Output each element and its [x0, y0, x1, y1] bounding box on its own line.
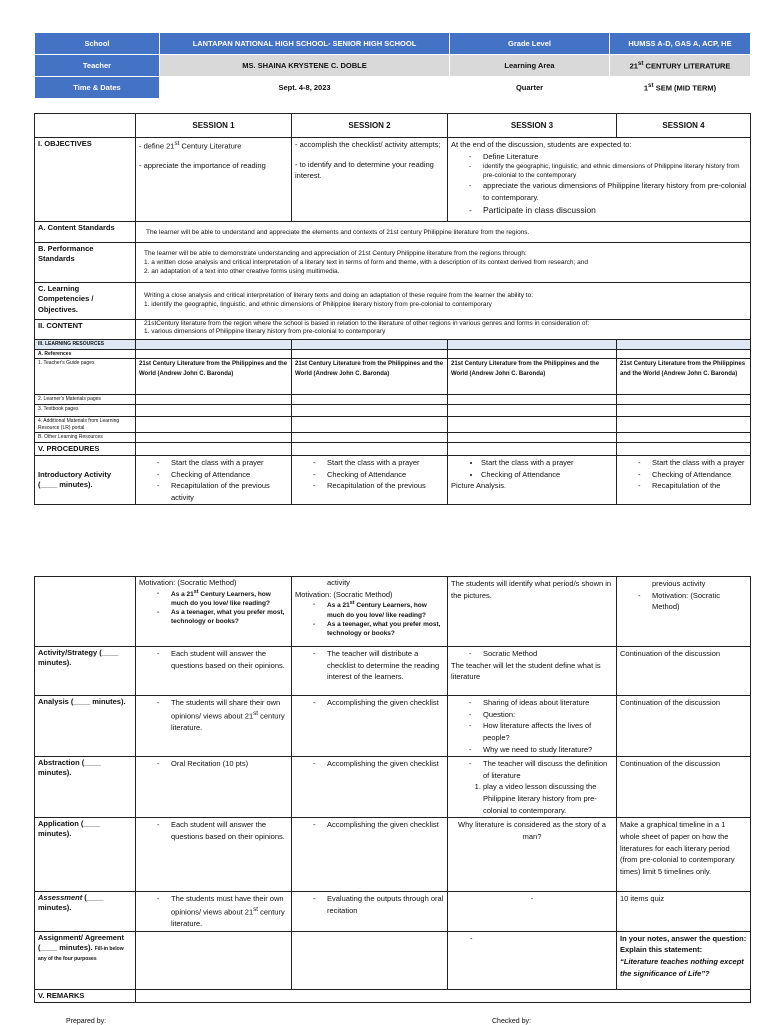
assessment-s3: - — [448, 892, 617, 931]
intro-item: • Start the class with a prayer — [481, 457, 613, 469]
cont-s2 — [292, 577, 448, 647]
application-label: Application (____ minutes). — [35, 818, 136, 892]
tg-s4: 21st Century Literature from the Philippines and the World (Andrew John C. Baronda) — [617, 359, 751, 395]
intro-item: - Checking of Attendance — [139, 469, 288, 481]
obj-s3-item: - Define Literature — [451, 151, 747, 163]
session-4-header: SESSION 4 — [617, 114, 751, 138]
activity-s1-item: - Each student will answer the questions based on their opinions. — [139, 648, 288, 671]
obj-s3-item: - appreciate the various dimensions of Philippine literary history from pre-colonial to contemporary. — [451, 180, 747, 203]
cont-s2-head: activity — [327, 578, 350, 587]
quarter-value: 1st SEM (MID TERM) — [610, 77, 751, 99]
activity-s3-item: - Socratic Method — [451, 648, 613, 660]
session-2-header: SESSION 2 — [292, 114, 448, 138]
tg-s2: 21st Century Literature from the Philippines and the World (Andrew John C. Baronda) — [292, 359, 448, 395]
procedures-label: V. PROCEDURES — [35, 442, 136, 455]
activity-s2-item: - The teacher will distribute a checklist to determine the reading interest of the learners. — [295, 648, 444, 683]
assignment-s2 — [292, 931, 448, 989]
performance-text: The learner will be able to demonstrate understanding and appreciation of 21st Century Philippine literature from the regions through: — [144, 250, 527, 257]
competencies-label: C. Learning Competencies / Objectives. — [35, 283, 136, 320]
activity-s1 — [136, 647, 292, 696]
other-resources-label: B. Other Learning Resources — [35, 433, 136, 443]
analysis-s1 — [136, 696, 292, 757]
abstraction-s4: Continuation of the discussion — [617, 757, 751, 818]
intro-item: - Recapitulation of the — [620, 480, 747, 492]
intro-s4 — [617, 455, 751, 505]
analysis-s1-item: - The students will share their own opinions/ views about 21st century literature. — [139, 697, 288, 733]
cont-s2-title: Motivation: (Socratic Method) — [295, 589, 393, 599]
analysis-s2-item: - Accomplishing the given checklist — [295, 697, 444, 709]
corner-cell — [35, 114, 136, 138]
content-item: 1. various dimensions of Philippine literary history from pre-colonial to contemporary — [144, 328, 386, 336]
abstraction-s1 — [136, 757, 292, 818]
content-label: II. CONTENT — [35, 320, 136, 340]
cont-s1-item: - As a teenager, what you prefer most, technology or books? — [139, 608, 288, 626]
intro-item: - Checking of Attendance — [295, 469, 444, 481]
obj-s3-item: - Participate in class discussion — [451, 204, 747, 217]
cont-s2-item: - As a 21st Century Learners, how much do you love/ like reading? — [295, 600, 444, 619]
application-s2 — [292, 818, 448, 892]
content-intro: 21stCentury literature from the region where the school is based in relation to the literature of other regions in various genres and forms in consideration of: — [144, 320, 590, 328]
intro-s3 — [448, 455, 617, 505]
performance-standards-text — [136, 243, 751, 283]
competencies-intro: Writing a close analysis and critical interpretation of literary texts and doing an adaptation of these require from the learner the ability to: — [144, 292, 534, 300]
intro-item: - Checking of Attendance — [620, 469, 747, 481]
application-s1 — [136, 818, 292, 892]
time-label: Time & Dates — [35, 77, 160, 99]
assessment-label — [35, 892, 136, 931]
content-standards-text: The learner will be able to understand and appreciate the elements and contexts of 21st century Philippine literature from the regions. — [136, 222, 751, 243]
assignment-label — [35, 931, 136, 989]
objectives-label: I. OBJECTIVES — [35, 138, 136, 222]
assignment-s1 — [136, 931, 292, 989]
assessment-s2 — [292, 892, 448, 931]
assessment-s4: 10 items quiz — [617, 892, 751, 931]
quarter-label: Quarter — [450, 77, 610, 99]
assessment-label-text: Assessment — [38, 893, 83, 903]
school-value: LANTAPAN NATIONAL HIGH SCHOOL- SENIOR HIGH SCHOOL — [160, 33, 450, 55]
assignment-s4-c: “Literature teaches nothing except the significance of Life”? — [620, 956, 744, 978]
application-s1-item: - Each student will answer the questions based on their opinions. — [139, 819, 288, 842]
tg-s1: 21st Century Literature from the Philippines and the World (Andrew John C. Baronda) — [136, 359, 292, 395]
obj-s3-intro: At the end of the discussion, students are expected to: — [451, 140, 632, 149]
analysis-s3-item: - Why we need to study literature? — [451, 744, 613, 756]
analysis-s3-item: - Sharing of ideas about literature — [451, 697, 613, 709]
intro-item: - Recapitulation of the previous activity — [139, 480, 288, 503]
intro-item: - Start the class with a prayer — [295, 457, 444, 469]
lr-label: 4. Additional Materials from Learning Resource (LR) portal — [35, 417, 136, 433]
content-text — [136, 320, 751, 340]
cont-s1 — [136, 577, 292, 647]
school-label: School — [35, 33, 160, 55]
objectives-s1 — [136, 138, 292, 222]
tg-label: 1. Teacher's Guide pages — [35, 359, 136, 395]
objectives-s3 — [448, 138, 751, 222]
prepared-by: Prepared by: — [66, 1018, 107, 1025]
cont-s2-item: - As a teenager, what you prefer most, technology or books? — [295, 620, 444, 638]
abstraction-s1-item: - Oral Recitation (10 pts) — [139, 758, 288, 770]
cont-s3: The students will identify what period/s shown in the pictures. — [448, 577, 617, 647]
assignment-s3: - — [448, 931, 617, 989]
performance-item: 2. an adaptation of a text into other creative forms using multimedia. — [144, 268, 340, 276]
analysis-s4: Continuation of the discussion — [617, 696, 751, 757]
analysis-s3 — [448, 696, 617, 757]
cont-s4-item: - Motivation: (Socratic Method) — [620, 590, 747, 613]
assignment-label-text: Assignment/ Agreement (____ minutes). — [38, 932, 124, 952]
competencies-text — [136, 283, 751, 320]
analysis-s3-item: - Question: — [451, 709, 613, 721]
session-1-header: SESSION 1 — [136, 114, 292, 138]
competencies-item: 1. identify the geographic, linguistic, and ethnic dimensions of Philippine literary history from pre-colonial to contemporary — [144, 301, 492, 309]
performance-item: 1. a written close analysis and critical interpretation of a literary text in terms of form and theme, with a description of its context derived from research; and — [144, 259, 589, 267]
abstraction-s3-item: - The teacher will discuss the definition of literature — [451, 758, 613, 781]
intro-s3-tail: Picture Analysis. — [451, 481, 507, 491]
assignment-s4 — [617, 931, 751, 989]
abstraction-s2 — [292, 757, 448, 818]
remarks-label: V. REMARKS — [35, 989, 136, 1002]
obj-s3-item: - identify the geographic, linguistic, and ethnic dimensions of Philippine literary history from pre-colonial to the contemporary — [451, 162, 747, 180]
lesson-table-page2 — [34, 576, 751, 1003]
time-value: Sept. 4-8, 2023 — [160, 77, 450, 99]
obj-s2-line2: - to identify and to determine your reading interest. — [295, 159, 434, 181]
intro-item: - Start the class with a prayer — [620, 457, 747, 469]
application-s4: Make a graphical timeline in a 1 whole sheet of paper on how the literatures for each literary period (from pre-colonial to contemporary times) limit 5 timelines only. — [617, 818, 751, 892]
obj-s1-line2: - appreciate the importance of reading — [139, 161, 266, 171]
session-3-header: SESSION 3 — [448, 114, 617, 138]
cont-s4-head: previous activity — [652, 579, 706, 588]
remarks-value — [136, 989, 751, 1002]
intro-activity-label: Introductory Activity (____ minutes). — [35, 455, 136, 505]
intro-item: - Recapitulation of the previous — [295, 480, 444, 492]
activity-s3-text: The teacher will let the student define what is literature — [451, 660, 601, 682]
intro-item: - Start the class with a prayer — [139, 457, 288, 469]
analysis-s2 — [292, 696, 448, 757]
application-s3: Why literature is considered as the story of a man? — [448, 818, 617, 892]
analysis-label: Analysis (____ minutes). — [35, 696, 136, 757]
assignment-s4-a: In your notes, answer the question: — [620, 933, 747, 943]
cont-s1-title: Motivation: (Socratic Method) — [139, 578, 237, 587]
abstraction-label: Abstraction (____ minutes). — [35, 757, 136, 818]
cont-s1-item: - As a 21st Century Learners, how much do you love/ like reading? — [139, 589, 288, 608]
checked-by: Checked by: — [492, 1018, 531, 1025]
abstraction-s3-num: 1. play a video lesson discussing the Philippine literary history from pre-colonial to contemporary. — [483, 781, 613, 816]
activity-s2 — [292, 647, 448, 696]
resources-label: III. LEARNING RESOURCES — [35, 340, 136, 350]
assignment-s4-b: Explain this statement: — [620, 945, 703, 955]
intro-s1 — [136, 455, 292, 505]
references-label: A. References — [35, 349, 136, 359]
activity-s3 — [448, 647, 617, 696]
activity-s4: Continuation of the discussion — [617, 647, 751, 696]
assessment-s1-item: - The students must have their own opinions/ views about 21st century literature. — [139, 893, 288, 929]
abstraction-s3 — [448, 757, 617, 818]
assessment-s1 — [136, 892, 292, 931]
grade-value: HUMSS A-D, GAS A, ACP, HE — [610, 33, 751, 55]
assignment-note: Fill-in below any of the four purposes — [38, 945, 124, 962]
lm-label: 2. Learner's Materials pages — [35, 395, 136, 405]
area-label: Learning Area — [450, 55, 610, 77]
analysis-s3-item: - How literature affects the lives of people? — [451, 720, 613, 743]
area-value: 21st CENTURY LITERATURE — [610, 55, 751, 77]
abstraction-s2-item: - Accomplishing the given checklist — [295, 758, 444, 770]
application-s2-item: - Accomplishing the given checklist — [295, 819, 444, 831]
activity-label: Activity/Strategy (____ minutes). — [35, 647, 136, 696]
content-standards-label: A. Content Standards — [35, 222, 136, 243]
performance-standards-label: B. Performance Standards — [35, 243, 136, 283]
cont-label — [35, 577, 136, 647]
teacher-value: MS. SHAINA KRYSTENE C. DOBLE — [160, 55, 450, 77]
intro-item: • Checking of Attendance — [481, 469, 613, 481]
header-table — [34, 32, 751, 99]
lesson-table-page1 — [34, 113, 751, 505]
obj-s3-list — [451, 151, 747, 217]
assessment-label-minutes: (____ minutes). — [38, 893, 104, 913]
obj-s1-line1: - define 21st Century Literature — [139, 140, 242, 151]
intro-s2 — [292, 455, 448, 505]
grade-label: Grade Level — [450, 33, 610, 55]
tg-s3: 21st Century Literature from the Philippines and the World (Andrew John C. Baronda) — [448, 359, 617, 395]
assessment-s2-item: - Evaluating the outputs through oral recitation — [295, 893, 444, 916]
teacher-label: Teacher — [35, 55, 160, 77]
tb-label: 3. Textbook pages — [35, 405, 136, 417]
cont-s4 — [617, 577, 751, 647]
obj-s2-line1: - accomplish the checklist/ activity attempts; — [295, 140, 441, 149]
objectives-s2 — [292, 138, 448, 222]
